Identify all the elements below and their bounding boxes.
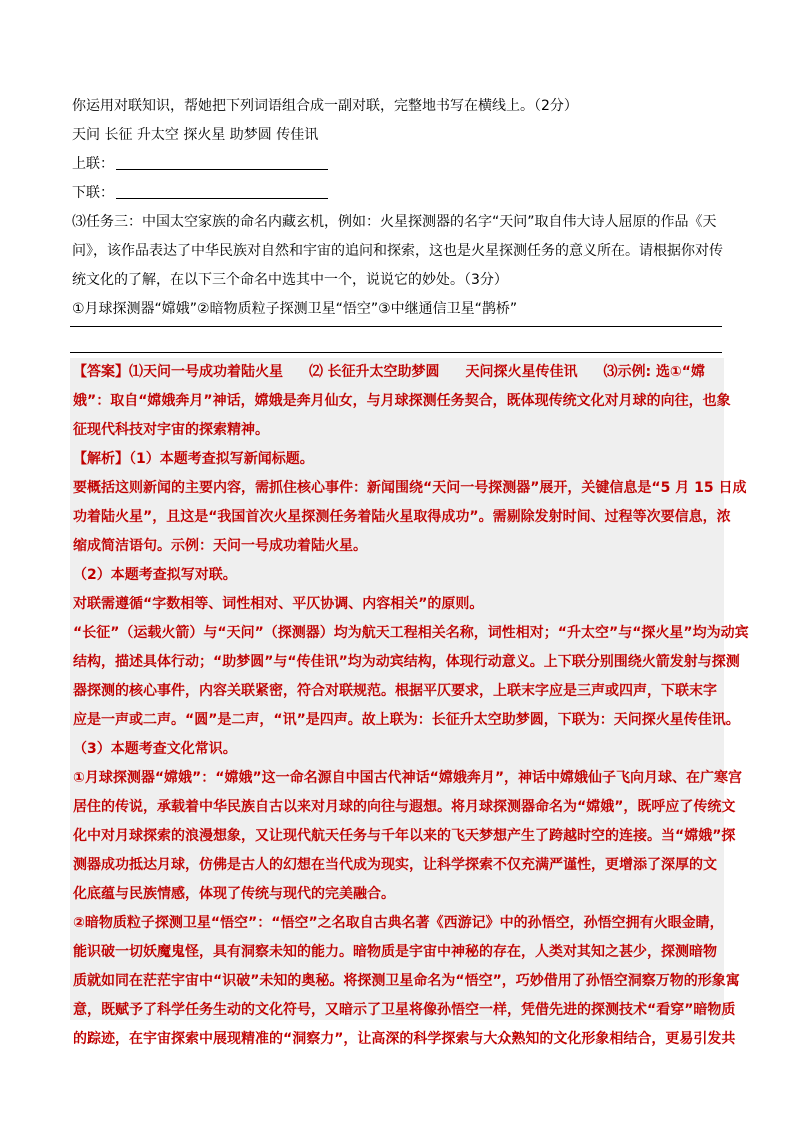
analysis-line: 能识破一切妖魔鬼怪，具有洞察未知的能力。暗物质是宇宙中神秘的存在，人类对其知之甚少，探测暗物 [73,944,717,960]
answer-analysis-block [70,358,749,1047]
lower-couplet-row [72,179,724,208]
question-block [72,92,724,324]
answer-line: 【答案】⑴天问一号成功着陆火星 ⑵ 长征升太空助梦圆 天问探火星传佳讯 ⑶示例: 选①“嫦 [73,364,705,380]
analysis-line: 对联需遵循“字数相等、词性相对、平仄协调、内容相关”的原则。 [73,596,484,612]
analysis-line: 缩成简洁语句。示例：天问一号成功着陆火星。 [73,538,367,554]
analysis-line: 功着陆火星”，且这是“我国首次火星探测任务着陆火星取得成功”。需剔除发射时间、过程等次要信息，浓 [73,509,731,525]
answer-line-1[interactable] [70,326,722,327]
task3-options: ①月球探测器“嫦娥”②暗物质粒子探测卫星“悟空”③中继通信卫星“鹊桥” [72,301,518,317]
task3-line: 统文化的了解，在以下三个命名中选其中一个，说说它的妙处。（3分） [72,272,508,288]
analysis-line: 测器成功抵达月球，仿佛是古人的幻想在当代成为现实，让科学探索不仅充满严谨性，更增添了深厚的文 [73,857,717,873]
answer-line: 征现代科技对宇宙的探索精神。 [73,422,269,438]
answer-line: 娥”：取自“嫦娥奔月”神话，嫦娥是奔月仙女，与月球探测任务契合，既体现传统文化对月球的向往，也象 [73,393,731,409]
analysis-line: 要概括这则新闻的主要内容，需抓住核心事件：新闻围绕“天问一号探测器”展开，关键信息是“5 月 15 日成 [73,480,747,496]
analysis-line: 应是一声或二声。“圆”是二声，“讯”是四声。故上联为：长征升太空助梦圆，下联为：天问探火星传佳讯。 [73,712,740,728]
analysis-line: 意，既赋予了科学任务生动的文化符号，又暗示了卫星将像孙悟空一样，凭借先进的探测技术“看穿”暗物质 [73,1002,736,1018]
answer-tag: 【答案】 [73,364,129,380]
analysis-line: （2）本题考查拟写对联。 [73,567,237,583]
analysis-line: ①月球探测器“嫦娥”：“嫦娥”这一命名源自中国古代神话“嫦娥奔月”，神话中嫦娥仙子飞向月球、在广寒宫 [73,770,743,786]
analysis-line: “长征”（运载火箭）与“天问”（探测器）均为航天工程相关名称，词性相对；“升太空”与“探火星”均为动宾 [73,625,749,641]
upper-couplet-blank[interactable] [116,153,328,170]
analysis-line: 【解析】（1）本题考查拟写新闻标题。 [73,451,314,467]
analysis-line: 化底蕴与民族情感，体现了传统与现代的完美融合。 [73,886,395,902]
task3-line: ⑶任务三：中国太空家族的命名内藏玄机，例如：火星探测器的名字“天问”取自伟大诗人屈原的作品《天 [72,214,717,230]
analysis-line: 化中对月球探索的浪漫想象，又让现代航天任务与千年以来的飞天梦想产生了跨越时空的连接。当“嫦娥”探 [73,828,736,844]
task3-line: 问》，该作品表达了中华民族对自然和宇宙的追问和探索，这也是火星探测任务的意义所在。请根据你对传 [72,243,723,259]
lower-couplet-blank[interactable] [116,182,328,199]
analysis-line: 的踪迹，在宇宙探索中展现精准的“洞察力”，让高深的科学探索与大众熟知的文化形象相结合，更易引发共 [73,1031,736,1047]
analysis-line: （3）本题考查文化常识。 [73,741,237,757]
analysis-tag: 【解析】 [73,451,129,467]
analysis-line: ②暗物质粒子探测卫星“悟空”：“悟空”之名取自古典名著《西游记》中的孙悟空，孙悟空拥有火眼金睛， [73,915,724,931]
question-intro: 你运用对联知识，帮她把下列词语组合成一副对联，完整地书写在横线上。（2分） [72,98,578,114]
answer-line-2[interactable] [70,352,722,353]
lower-couplet-label: 下联： [72,185,114,201]
upper-couplet-label: 上联： [72,156,114,172]
upper-couplet-row [72,150,724,179]
analysis-line: 居住的传说，承载着中华民族自古以来对月球的向往与遐想。将月球探测器命名为“嫦娥”，既呼应了传统文 [73,799,736,815]
analysis-line: 结构，描述具体行动；“助梦圆”与“传佳讯”均为动宾结构，体现行动意义。上下联分别围绕火箭发射与探测 [73,654,740,670]
question-words: 天问 长征 升太空 探火星 助梦圆 传佳讯 [72,127,319,143]
analysis-line: 器探测的核心事件，内容关联紧密，符合对联规范。根据平仄要求，上联末字应是三声或四声，下联末字 [73,683,717,699]
analysis-line: 质就如同在茫茫宇宙中“识破”未知的奥秘。将探测卫星命名为“悟空”，巧妙借用了孙悟空洞察万物的形象寓 [73,973,740,989]
